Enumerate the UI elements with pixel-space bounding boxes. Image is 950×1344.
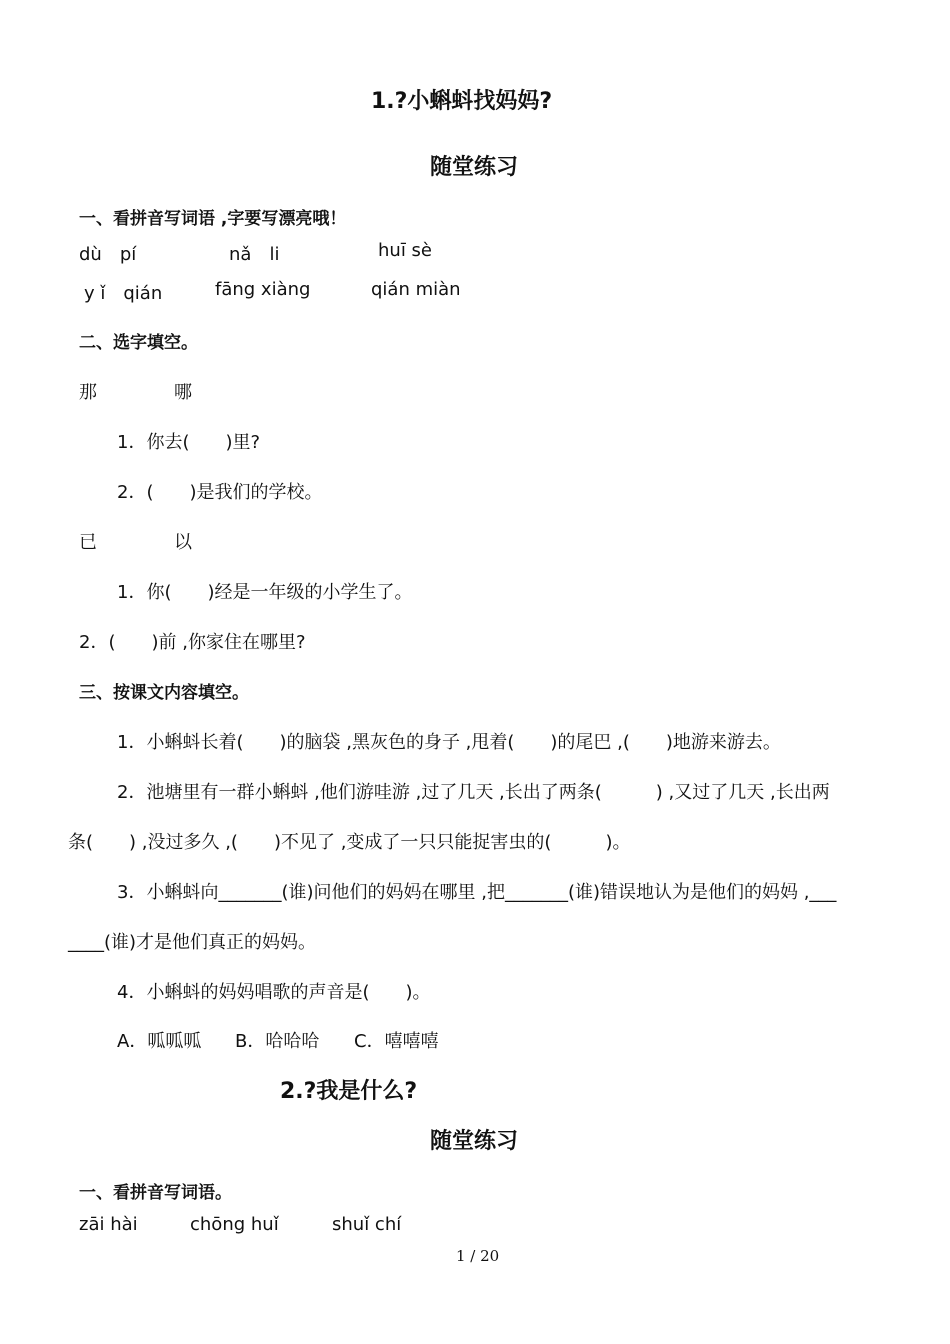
choice-char: 已 [79, 532, 97, 553]
pinyin-item: nǎ li [229, 244, 280, 265]
lesson1-section1-heading: 一、看拼音写词语 ,字要写漂亮哦！ [79, 209, 347, 229]
question-2-line2: 条( ) ,没过多久 ,( )不见了 ,变成了一只只能捉害虫的( )。 [68, 832, 631, 853]
pinyin-item: zāi hài [79, 1214, 138, 1235]
question-4: 4．小蝌蚪的妈妈唱歌的声音是( )。 [117, 982, 431, 1003]
pinyin-item: shuǐ chí [332, 1214, 402, 1235]
question-3-line2: ____(谁)才是他们真正的妈妈。 [68, 932, 317, 953]
question-3-line1: 3．小蝌蚪向_______(谁)问他们的妈妈在哪里 ,把_______(谁)错误地认为是他们的妈妈 ,___ [117, 882, 837, 903]
pinyin-item: fāng xiàng [215, 279, 311, 300]
pinyin-item: huī sè [378, 240, 432, 261]
lesson1-section2-heading: 二、选字填空。 [79, 333, 198, 353]
option-b: B．哈哈哈 [235, 1031, 320, 1052]
question-1: 1．小蝌蚪长着( )的脑袋 ,黑灰色的身子 ,甩着( )的尾巴 ,( )地游来游去。 [117, 732, 781, 753]
fill-item: 2．( )是我们的学校。 [117, 482, 323, 503]
fill-item: 1．你去( )里? [117, 432, 261, 453]
question-2-line1: 2．池塘里有一群小蝌蚪 ,他们游哇游 ,过了几天 ,长出了两条( ) ,又过了几天 ,长出两 [117, 782, 830, 803]
choice-char: 哪 [174, 382, 192, 403]
option-a: A．呱呱呱 [117, 1031, 202, 1052]
pinyin-item: qián miàn [371, 279, 461, 300]
lesson1-title: 1.?小蝌蚪找妈妈? [371, 89, 553, 114]
choice-char: 那 [79, 382, 97, 403]
fill-item: 2．( )前 ,你家住在哪里? [79, 632, 306, 653]
pinyin-item: chōng huǐ [190, 1214, 279, 1235]
option-c: C．嘻嘻嘻 [354, 1031, 439, 1052]
lesson1-section3-heading: 三、按课文内容填空。 [79, 683, 249, 703]
choice-char: 以 [174, 532, 192, 553]
lesson2-section1-heading: 一、看拼音写词语。 [79, 1183, 232, 1203]
lesson1-subtitle: 随堂练习 [430, 155, 519, 180]
lesson2-title: 2.?我是什么? [280, 1079, 418, 1104]
pinyin-item: y ǐ qián [84, 283, 163, 304]
page-number: 1 / 20 [456, 1247, 500, 1265]
fill-item: 1．你( )经是一年级的小学生了。 [117, 582, 413, 603]
lesson2-subtitle: 随堂练习 [430, 1129, 519, 1154]
pinyin-item: dù pí [79, 244, 137, 265]
